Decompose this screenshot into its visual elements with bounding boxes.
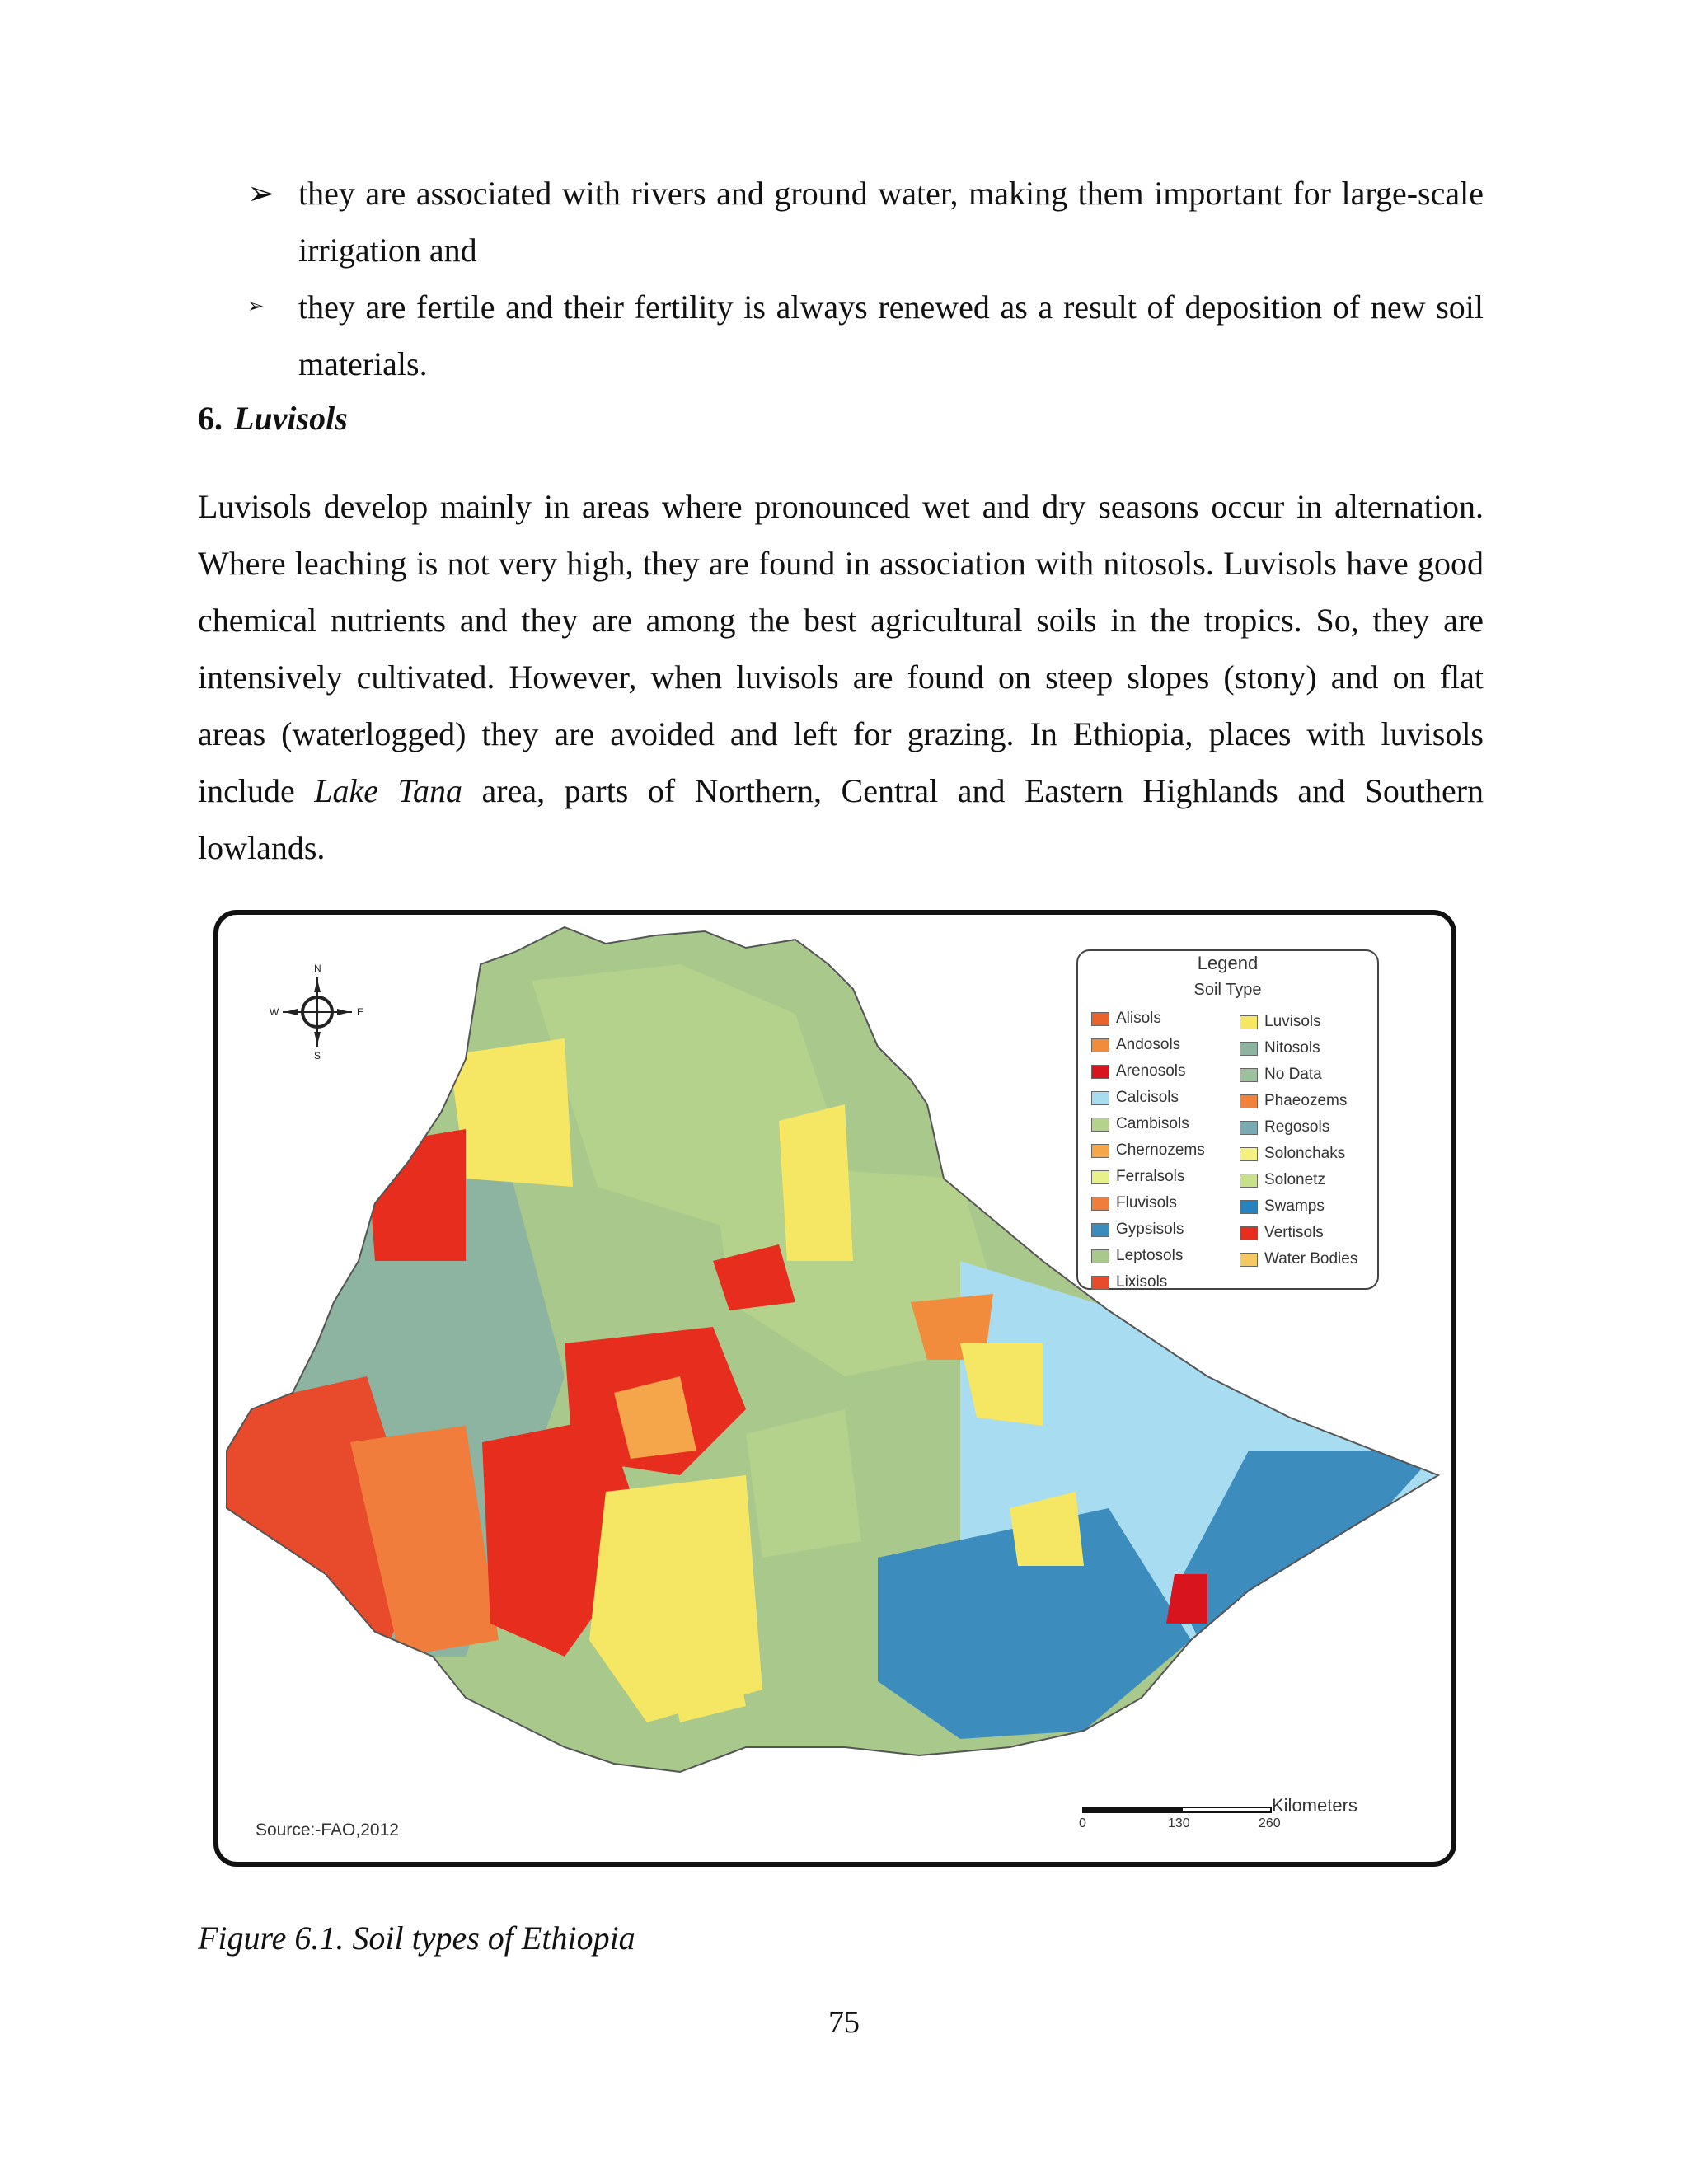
legend-label: Luvisols [1264, 1013, 1321, 1030]
map-legend [1076, 949, 1379, 1290]
legend-item [1091, 1085, 1205, 1111]
legend-label: Chernozems [1116, 1141, 1205, 1159]
legend-item [1091, 1164, 1205, 1190]
legend-swatch [1091, 1249, 1109, 1263]
compass-rose-icon [268, 963, 367, 1062]
legend-item [1091, 1269, 1205, 1296]
legend-label: Leptosols [1116, 1247, 1184, 1264]
legend-swatch [1240, 1226, 1258, 1240]
paragraph-text-end: area, parts of Northern, Central and Eastern Highlands and Southern lowlands. [198, 772, 1484, 866]
figure-caption: Figure 6.1. Soil types of Ethiopia [198, 1919, 635, 1957]
legend-item [1091, 1243, 1205, 1269]
legend-label: Andosols [1116, 1036, 1181, 1053]
legend-swatch [1240, 1094, 1258, 1108]
legend-item [1240, 1062, 1357, 1088]
legend-item [1091, 1137, 1205, 1164]
legend-subtitle: Soil Type [1193, 981, 1262, 999]
legend-label: Ferralsols [1116, 1168, 1185, 1185]
scale-unit: Kilometers [1272, 1795, 1357, 1816]
legend-label: Fluvisols [1116, 1194, 1177, 1212]
legend-label: Gypsisols [1116, 1221, 1184, 1238]
legend-label: Alisols [1116, 1010, 1161, 1027]
arrow-bullet-icon: ➢ [247, 296, 265, 317]
legend-label: Vertisols [1264, 1224, 1324, 1241]
legend-label: Nitosols [1264, 1039, 1320, 1057]
legend-title: Legend [1197, 953, 1259, 973]
legend-swatch [1091, 1276, 1109, 1290]
legend-item [1091, 1216, 1205, 1243]
legend-swatch [1091, 1091, 1109, 1105]
bullet-item [247, 279, 1484, 392]
legend-swatch [1091, 1144, 1109, 1158]
map-source: Source:-FAO,2012 [256, 1821, 399, 1840]
north-arrow-icon [268, 963, 367, 1062]
legend-swatch [1091, 1038, 1109, 1052]
soil-map-figure [213, 910, 1456, 1867]
paragraph-text: Luvisols develop mainly in areas where pronounced wet and dry seasons occur in alternation. Where leaching is not very high, they are found in association with nitosols. Luvisols have good chemical nutrients and they are among the best agricultural soils in the tropics. So, they are intensively cultivated. However, when luvisols are found on steep slopes (stony) and on flat areas (waterlogged) they are avoided and left for grazing. In Ethiopia, places with luvisols include [198, 488, 1484, 809]
legend-label: Swamps [1264, 1197, 1325, 1215]
bullet-text: they are fertile and their fertility is always renewed as a result of deposition of new soil materials. [298, 288, 1484, 382]
legend-item [1240, 1193, 1357, 1220]
legend-item [1240, 1220, 1357, 1246]
compass-n: N [314, 963, 321, 974]
legend-swatch [1091, 1118, 1109, 1132]
legend-item [1091, 1058, 1205, 1085]
legend-swatch [1240, 1068, 1258, 1082]
legend-swatch [1091, 1197, 1109, 1211]
legend-item [1091, 1190, 1205, 1216]
legend-item [1091, 1032, 1205, 1058]
legend-column-1 [1091, 1005, 1205, 1296]
bullet-item [247, 165, 1484, 279]
scale-tick: 130 [1168, 1816, 1190, 1830]
section-number: 6. [198, 400, 223, 437]
scale-bar-light [1181, 1807, 1272, 1813]
scale-bar [1079, 1795, 1357, 1844]
legend-label: No Data [1264, 1066, 1322, 1083]
legend-item [1240, 1167, 1357, 1193]
legend-swatch [1240, 1121, 1258, 1135]
legend-label: Water Bodies [1264, 1250, 1358, 1268]
legend-column-2 [1240, 1009, 1357, 1272]
legend-label: Arenosols [1116, 1062, 1186, 1080]
arrow-bullet-icon: ➢ [247, 175, 275, 212]
legend-swatch [1240, 1200, 1258, 1214]
legend-label: Solonchaks [1264, 1145, 1346, 1162]
paragraph-italic-place: Lake Tana [314, 772, 463, 809]
legend-label: Cambisols [1116, 1115, 1189, 1132]
legend-label: Regosols [1264, 1118, 1330, 1136]
legend-swatch [1240, 1042, 1258, 1056]
legend-swatch [1240, 1147, 1258, 1161]
section-title: Luvisols [234, 400, 348, 437]
scale-tick: 260 [1259, 1816, 1281, 1830]
legend-swatch [1240, 1015, 1258, 1029]
legend-label: Solonetz [1264, 1171, 1325, 1188]
legend-swatch [1240, 1253, 1258, 1267]
compass-s: S [314, 1050, 321, 1062]
legend-item [1240, 1088, 1357, 1114]
legend-item [1240, 1009, 1357, 1035]
legend-label: Phaeozems [1264, 1092, 1348, 1109]
legend-swatch [1240, 1174, 1258, 1188]
legend-label: Calcisols [1116, 1089, 1179, 1106]
legend-item [1240, 1035, 1357, 1062]
legend-swatch [1091, 1223, 1109, 1237]
page-number: 75 [828, 2005, 860, 2040]
scale-tick: 0 [1079, 1816, 1086, 1830]
legend-swatch [1091, 1170, 1109, 1184]
scale-bar-dark [1082, 1807, 1181, 1813]
section-heading [198, 394, 348, 443]
legend-item [1240, 1114, 1357, 1141]
legend-swatch [1091, 1012, 1109, 1026]
body-paragraph [198, 478, 1484, 876]
bullet-text: they are associated with rivers and ground water, making them important for large-scale irrigation and [298, 175, 1484, 269]
legend-item [1091, 1005, 1205, 1032]
legend-label: Lixisols [1116, 1273, 1168, 1291]
compass-w: W [270, 1006, 279, 1018]
bullet-list [247, 165, 1484, 392]
legend-item [1240, 1141, 1357, 1167]
legend-swatch [1091, 1065, 1109, 1079]
legend-item [1240, 1246, 1357, 1272]
compass-e: E [357, 1006, 364, 1018]
legend-item [1091, 1111, 1205, 1137]
